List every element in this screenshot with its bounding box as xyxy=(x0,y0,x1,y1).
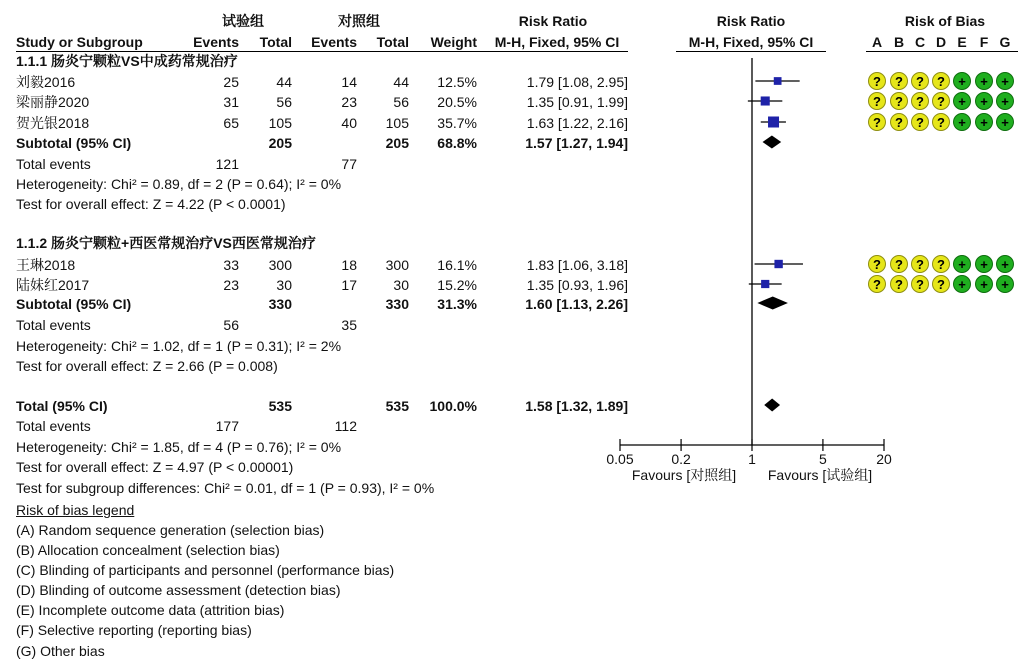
svg-text:+: + xyxy=(1001,94,1009,109)
low-risk-icon xyxy=(954,256,971,273)
bias-legend-item: (A) Random sequence generation (selection bias) xyxy=(16,522,325,538)
unclear-risk-icon xyxy=(869,73,886,90)
total1-cell: 105 xyxy=(268,115,292,131)
summary-diamond xyxy=(764,399,780,412)
svg-text:?: ? xyxy=(916,277,924,292)
svg-text:?: ? xyxy=(873,115,881,130)
total2-header: Total xyxy=(376,34,409,50)
summary-diamond xyxy=(757,297,788,310)
low-risk-icon xyxy=(976,256,993,273)
svg-text:?: ? xyxy=(895,74,903,89)
effect-square xyxy=(761,96,770,105)
unclear-risk-icon xyxy=(869,256,886,273)
low-risk-icon xyxy=(997,93,1014,110)
method-header: M-H, Fixed, 95% CI xyxy=(494,34,620,50)
study-name: 贺光银2018 xyxy=(16,115,90,131)
subtotal-label: Subtotal (95% CI) xyxy=(16,296,132,312)
bias-legend-item: (E) Incomplete outcome data (attrition bias) xyxy=(16,602,285,618)
events1-cell: 65 xyxy=(223,115,239,131)
svg-text:?: ? xyxy=(916,94,924,109)
events2-cell: 17 xyxy=(341,277,357,293)
effect-square xyxy=(761,280,769,288)
unclear-risk-icon xyxy=(891,114,908,131)
unclear-risk-icon xyxy=(869,114,886,131)
weight-cell: 15.2% xyxy=(437,277,477,293)
bias-col-f: F xyxy=(979,34,989,50)
bias-legend-item: (D) Blinding of outcome assessment (detection bias) xyxy=(16,582,341,598)
study-name: 刘毅2016 xyxy=(16,74,76,90)
svg-text:+: + xyxy=(980,74,988,89)
study-name: 梁丽静2020 xyxy=(16,94,90,110)
study-name: 陆妹红2017 xyxy=(16,277,90,293)
total2-cell: 535 xyxy=(385,398,409,414)
subgroup-differences-text: Test for subgroup differences: Chi² = 0.01, df = 1 (P = 0.93), I² = 0% xyxy=(16,480,435,496)
events1-cell: 121 xyxy=(215,156,239,172)
events2-cell: 35 xyxy=(341,317,357,333)
ci-cell: 1.35 [0.91, 1.99] xyxy=(526,94,628,110)
bias-col-c: C xyxy=(914,34,926,50)
method-plot-header: M-H, Fixed, 95% CI xyxy=(688,34,814,50)
bias-legend-title: Risk of bias legend xyxy=(16,502,135,518)
low-risk-icon xyxy=(976,93,993,110)
svg-text:?: ? xyxy=(937,277,945,292)
low-risk-icon xyxy=(976,276,993,293)
study-name: 王琳2018 xyxy=(16,257,76,273)
effect-square xyxy=(774,260,782,268)
overall-effect-text: Test for overall effect: Z = 4.22 (P < 0.0001) xyxy=(16,196,286,212)
svg-text:+: + xyxy=(1001,277,1009,292)
x-tick-label: 0.05 xyxy=(606,451,634,467)
low-risk-icon xyxy=(954,73,971,90)
ci-cell: 1.35 [0.93, 1.96] xyxy=(526,277,628,293)
events1-cell: 25 xyxy=(223,74,239,90)
summary-diamond xyxy=(763,136,782,149)
total1-cell: 30 xyxy=(276,277,292,293)
total2-cell: 44 xyxy=(393,74,409,90)
svg-text:+: + xyxy=(980,257,988,272)
unclear-risk-icon xyxy=(891,276,908,293)
low-risk-icon xyxy=(954,93,971,110)
svg-text:?: ? xyxy=(873,257,881,272)
total1-cell: 44 xyxy=(276,74,292,90)
total1-cell: 535 xyxy=(268,398,292,414)
events1-cell: 56 xyxy=(223,317,239,333)
svg-text:+: + xyxy=(1001,74,1009,89)
total-events-label: Total events xyxy=(16,156,91,172)
weight-cell: 20.5% xyxy=(437,94,477,110)
svg-text:?: ? xyxy=(873,74,881,89)
svg-text:?: ? xyxy=(916,115,924,130)
weight-cell: 31.3% xyxy=(437,296,477,312)
ci-cell: 1.60 [1.13, 2.26] xyxy=(525,296,628,312)
weight-cell: 35.7% xyxy=(437,115,477,131)
unclear-risk-icon xyxy=(869,276,886,293)
x-tick-label: 0.2 xyxy=(671,451,691,467)
svg-text:+: + xyxy=(1001,257,1009,272)
risk-ratio-plot-header: Risk Ratio xyxy=(716,13,786,29)
x-tick-label: 1 xyxy=(748,451,756,467)
bias-legend-item: (C) Blinding of participants and personnel (performance bias) xyxy=(16,562,395,578)
svg-text:?: ? xyxy=(895,257,903,272)
heterogeneity-text: Heterogeneity: Chi² = 1.02, df = 1 (P = 0.31); I² = 2% xyxy=(16,338,342,354)
weight-cell: 16.1% xyxy=(437,257,477,273)
total2-cell: 56 xyxy=(393,94,409,110)
favours-right-label: Favours [试验组] xyxy=(767,467,873,483)
total-events-label: Total events xyxy=(16,317,91,333)
risk-of-bias-header: Risk of Bias xyxy=(904,13,986,29)
bias-legend-item: (B) Allocation concealment (selection bias) xyxy=(16,542,280,558)
bias-col-d: D xyxy=(935,34,947,50)
svg-text:?: ? xyxy=(937,257,945,272)
total1-cell: 330 xyxy=(268,296,292,312)
subgroup-title: 1.1.2 肠炎宁颗粒+西医常规治疗VS西医常规治疗 xyxy=(16,235,316,251)
overall-effect-text: Test for overall effect: Z = 2.66 (P = 0.008) xyxy=(16,358,278,374)
total2-cell: 30 xyxy=(393,277,409,293)
ci-cell: 1.58 [1.32, 1.89] xyxy=(525,398,628,414)
low-risk-icon xyxy=(997,256,1014,273)
bias-col-a: A xyxy=(871,34,883,50)
unclear-risk-icon xyxy=(933,73,950,90)
bias-col-b: B xyxy=(893,34,905,50)
subgroup-title: 1.1.1 肠炎宁颗粒VS中成药常规治疗 xyxy=(16,53,238,69)
ci-cell: 1.63 [1.22, 2.16] xyxy=(526,115,628,131)
subtotal-label: Subtotal (95% CI) xyxy=(16,135,132,151)
events1-cell: 23 xyxy=(223,277,239,293)
total2-cell: 205 xyxy=(385,135,409,151)
unclear-risk-icon xyxy=(933,256,950,273)
unclear-risk-icon xyxy=(891,93,908,110)
svg-text:+: + xyxy=(980,277,988,292)
low-risk-icon xyxy=(997,276,1014,293)
svg-text:+: + xyxy=(1001,115,1009,130)
ci-cell: 1.57 [1.27, 1.94] xyxy=(525,135,628,151)
study-header: Study or Subgroup xyxy=(16,34,143,50)
low-risk-icon xyxy=(954,114,971,131)
events1-header: Events xyxy=(193,34,239,50)
total2-cell: 330 xyxy=(385,296,409,312)
unclear-risk-icon xyxy=(912,114,929,131)
events1-cell: 31 xyxy=(223,94,239,110)
unclear-risk-icon xyxy=(933,93,950,110)
svg-text:?: ? xyxy=(916,74,924,89)
svg-text:?: ? xyxy=(937,74,945,89)
events1-cell: 33 xyxy=(223,257,239,273)
total-label: Total (95% CI) xyxy=(16,398,108,414)
total2-cell: 300 xyxy=(385,257,409,273)
low-risk-icon xyxy=(954,276,971,293)
effect-square xyxy=(768,117,779,128)
events2-cell: 14 xyxy=(341,74,357,90)
unclear-risk-icon xyxy=(891,73,908,90)
bias-col-g: G xyxy=(999,34,1011,50)
weight-cell: 68.8% xyxy=(437,135,477,151)
svg-text:?: ? xyxy=(873,94,881,109)
heterogeneity-text: Heterogeneity: Chi² = 1.85, df = 4 (P = 0.76); I² = 0% xyxy=(16,439,342,455)
unclear-risk-icon xyxy=(912,276,929,293)
control-group-header: 对照组 xyxy=(338,13,380,29)
total1-cell: 56 xyxy=(276,94,292,110)
events2-cell: 18 xyxy=(341,257,357,273)
svg-text:+: + xyxy=(980,94,988,109)
x-tick-label: 5 xyxy=(819,451,827,467)
total1-cell: 205 xyxy=(268,135,292,151)
ci-cell: 1.83 [1.06, 3.18] xyxy=(526,257,628,273)
total1-cell: 300 xyxy=(268,257,292,273)
svg-text:?: ? xyxy=(895,277,903,292)
bias-legend-item: (G) Other bias xyxy=(16,643,105,659)
low-risk-icon xyxy=(997,114,1014,131)
overall-effect-text: Test for overall effect: Z = 4.97 (P < 0.00001) xyxy=(16,459,294,475)
total1-header: Total xyxy=(259,34,292,50)
low-risk-icon xyxy=(976,73,993,90)
effect-square xyxy=(774,77,782,85)
svg-text:?: ? xyxy=(916,257,924,272)
unclear-risk-icon xyxy=(912,256,929,273)
weight-header: Weight xyxy=(430,34,477,50)
low-risk-icon xyxy=(976,114,993,131)
events2-cell: 40 xyxy=(341,115,357,131)
experimental-group-header: 试验组 xyxy=(222,13,264,29)
events2-cell: 77 xyxy=(341,156,357,172)
bias-col-e: E xyxy=(957,34,967,50)
svg-text:+: + xyxy=(958,74,966,89)
svg-text:?: ? xyxy=(895,115,903,130)
weight-cell: 12.5% xyxy=(437,74,477,90)
risk-ratio-header: Risk Ratio xyxy=(518,13,588,29)
svg-text:+: + xyxy=(958,94,966,109)
heterogeneity-text: Heterogeneity: Chi² = 0.89, df = 2 (P = 0.64); I² = 0% xyxy=(16,176,342,192)
total-events-label: Total events xyxy=(16,418,91,434)
bias-legend-item: (F) Selective reporting (reporting bias) xyxy=(16,622,252,638)
total2-cell: 105 xyxy=(385,115,409,131)
svg-text:?: ? xyxy=(873,277,881,292)
events2-header: Events xyxy=(311,34,357,50)
svg-text:+: + xyxy=(980,115,988,130)
svg-text:+: + xyxy=(958,257,966,272)
x-tick-label: 20 xyxy=(876,451,892,467)
svg-text:?: ? xyxy=(937,94,945,109)
ci-cell: 1.79 [1.08, 2.95] xyxy=(526,74,628,90)
unclear-risk-icon xyxy=(891,256,908,273)
events2-cell: 23 xyxy=(341,94,357,110)
unclear-risk-icon xyxy=(869,93,886,110)
svg-text:+: + xyxy=(958,115,966,130)
events2-cell: 112 xyxy=(334,418,357,434)
svg-text:?: ? xyxy=(895,94,903,109)
favours-left-label: Favours [对照组] xyxy=(631,467,737,483)
unclear-risk-icon xyxy=(912,93,929,110)
events1-cell: 177 xyxy=(215,418,239,434)
weight-cell: 100.0% xyxy=(429,398,477,414)
unclear-risk-icon xyxy=(933,114,950,131)
unclear-risk-icon xyxy=(912,73,929,90)
svg-text:?: ? xyxy=(937,115,945,130)
svg-text:+: + xyxy=(958,277,966,292)
unclear-risk-icon xyxy=(933,276,950,293)
low-risk-icon xyxy=(997,73,1014,90)
